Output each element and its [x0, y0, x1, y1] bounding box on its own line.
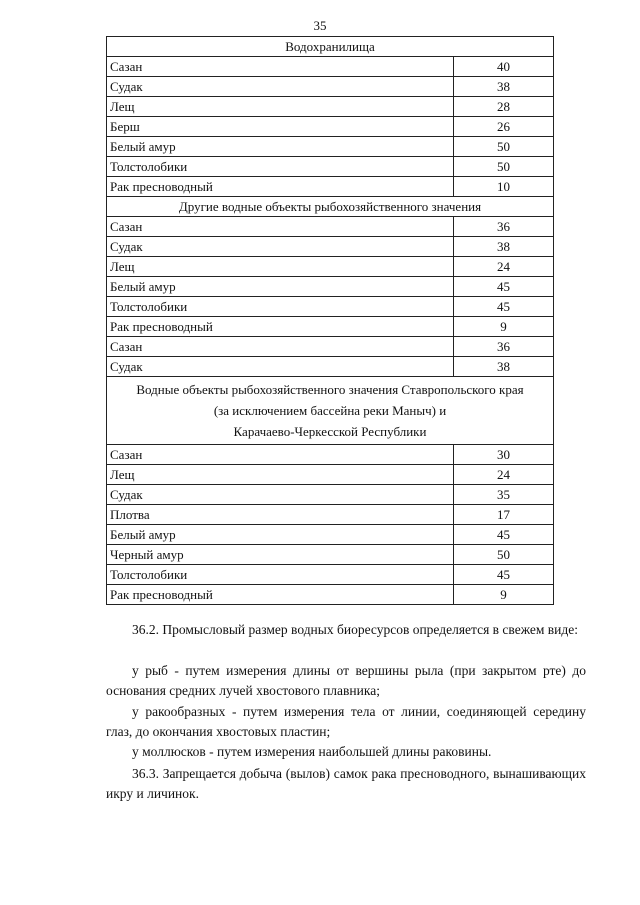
min-size-value: 50 [454, 157, 554, 177]
table-row [107, 445, 554, 465]
table-row [107, 237, 554, 257]
species-name: Белый амур [107, 277, 454, 297]
section-header-row [107, 37, 554, 57]
species-name: Лещ [107, 97, 454, 117]
species-name: Берш [107, 117, 454, 137]
table-row [107, 137, 554, 157]
table-row [107, 177, 554, 197]
paragraph-crustaceans [106, 702, 586, 742]
paragraph-36-3 [106, 764, 586, 804]
min-size-value: 36 [454, 337, 554, 357]
min-size-value: 45 [454, 297, 554, 317]
min-size-value: 38 [454, 357, 554, 377]
species-name: Белый амур [107, 137, 454, 157]
species-name: Судак [107, 485, 454, 505]
section-title-line: Другие водные объекты рыбохозяйственного значения [178, 199, 482, 214]
table-row [107, 157, 554, 177]
table-row [107, 337, 554, 357]
species-name: Черный амур [107, 545, 454, 565]
species-name: Рак пресноводный [107, 585, 454, 605]
min-size-value: 45 [454, 525, 554, 545]
min-size-value: 45 [454, 565, 554, 585]
min-size-value: 35 [454, 485, 554, 505]
section-title-line: Водные объекты рыбохозяйственного значения Ставропольского края [136, 382, 524, 397]
paragraph-text: у ракообразных - путем измерения тела от линии, соединяющей середину глаз, до окончания хвостовых пластин; [106, 704, 586, 739]
min-size-value: 24 [454, 257, 554, 277]
fish-table-body [107, 37, 554, 605]
min-size-value: 30 [454, 445, 554, 465]
min-size-value: 45 [454, 277, 554, 297]
paragraph-mollusks [106, 742, 586, 762]
min-size-value: 10 [454, 177, 554, 197]
table-row [107, 565, 554, 585]
table-row [107, 465, 554, 485]
min-size-value: 9 [454, 317, 554, 337]
min-size-value: 38 [454, 237, 554, 257]
table-row [107, 217, 554, 237]
min-size-value: 24 [454, 465, 554, 485]
min-size-value: 26 [454, 117, 554, 137]
table-row [107, 485, 554, 505]
species-name: Белый амур [107, 525, 454, 545]
min-size-value: 28 [454, 97, 554, 117]
table-row [107, 505, 554, 525]
species-name: Толстолобики [107, 565, 454, 585]
table-row [107, 545, 554, 565]
species-name: Лещ [107, 257, 454, 277]
species-name: Толстолобики [107, 157, 454, 177]
section-title [107, 37, 554, 57]
min-size-value: 9 [454, 585, 554, 605]
page-number: 35 [313, 18, 327, 33]
species-name: Сазан [107, 217, 454, 237]
section-header-row [107, 197, 554, 217]
species-name: Сазан [107, 337, 454, 357]
table-row [107, 257, 554, 277]
species-name: Судак [107, 357, 454, 377]
table-row [107, 57, 554, 77]
min-size-value: 50 [454, 137, 554, 157]
paragraph-fish [106, 661, 586, 701]
section-title-line: Карачаево-Черкесской Республики [233, 424, 427, 439]
species-name: Сазан [107, 445, 454, 465]
species-name: Сазан [107, 57, 454, 77]
min-size-value: 50 [454, 545, 554, 565]
table-row [107, 357, 554, 377]
paragraph-text: 36.2. Промысловый размер водных биоресурсов определяется в свежем виде: [132, 622, 578, 637]
table-row [107, 585, 554, 605]
paragraph-text: 36.3. Запрещается добыча (вылов) самок рака пресноводного, вынашивающих икру и личинок. [106, 766, 586, 801]
species-name: Судак [107, 237, 454, 257]
table-row [107, 317, 554, 337]
species-name: Рак пресноводный [107, 317, 454, 337]
min-size-value: 17 [454, 505, 554, 525]
section-title [107, 377, 554, 445]
table-row [107, 97, 554, 117]
section-title-line: Водохранилища [285, 39, 375, 54]
species-name: Судак [107, 77, 454, 97]
section-title [107, 197, 554, 217]
table-row [107, 297, 554, 317]
species-name: Рак пресноводный [107, 177, 454, 197]
paragraph-36-2 [106, 620, 586, 640]
table-row [107, 277, 554, 297]
paragraph-text: у рыб - путем измерения длины от вершины рыла (при закрытом рте) до основания средних лучей хвостового плавника; [106, 663, 586, 698]
table-row [107, 117, 554, 137]
paragraph-text: у моллюсков - путем измерения наибольшей длины раковины. [132, 744, 492, 759]
species-name: Толстолобики [107, 297, 454, 317]
min-size-value: 38 [454, 77, 554, 97]
fish-size-table [106, 36, 554, 605]
table-row [107, 525, 554, 545]
species-name: Плотва [107, 505, 454, 525]
section-title-line: (за исключением бассейна реки Маныч) и [213, 403, 447, 418]
species-name: Лещ [107, 465, 454, 485]
min-size-value: 36 [454, 217, 554, 237]
min-size-value: 40 [454, 57, 554, 77]
section-header-row [107, 377, 554, 445]
table-row [107, 77, 554, 97]
